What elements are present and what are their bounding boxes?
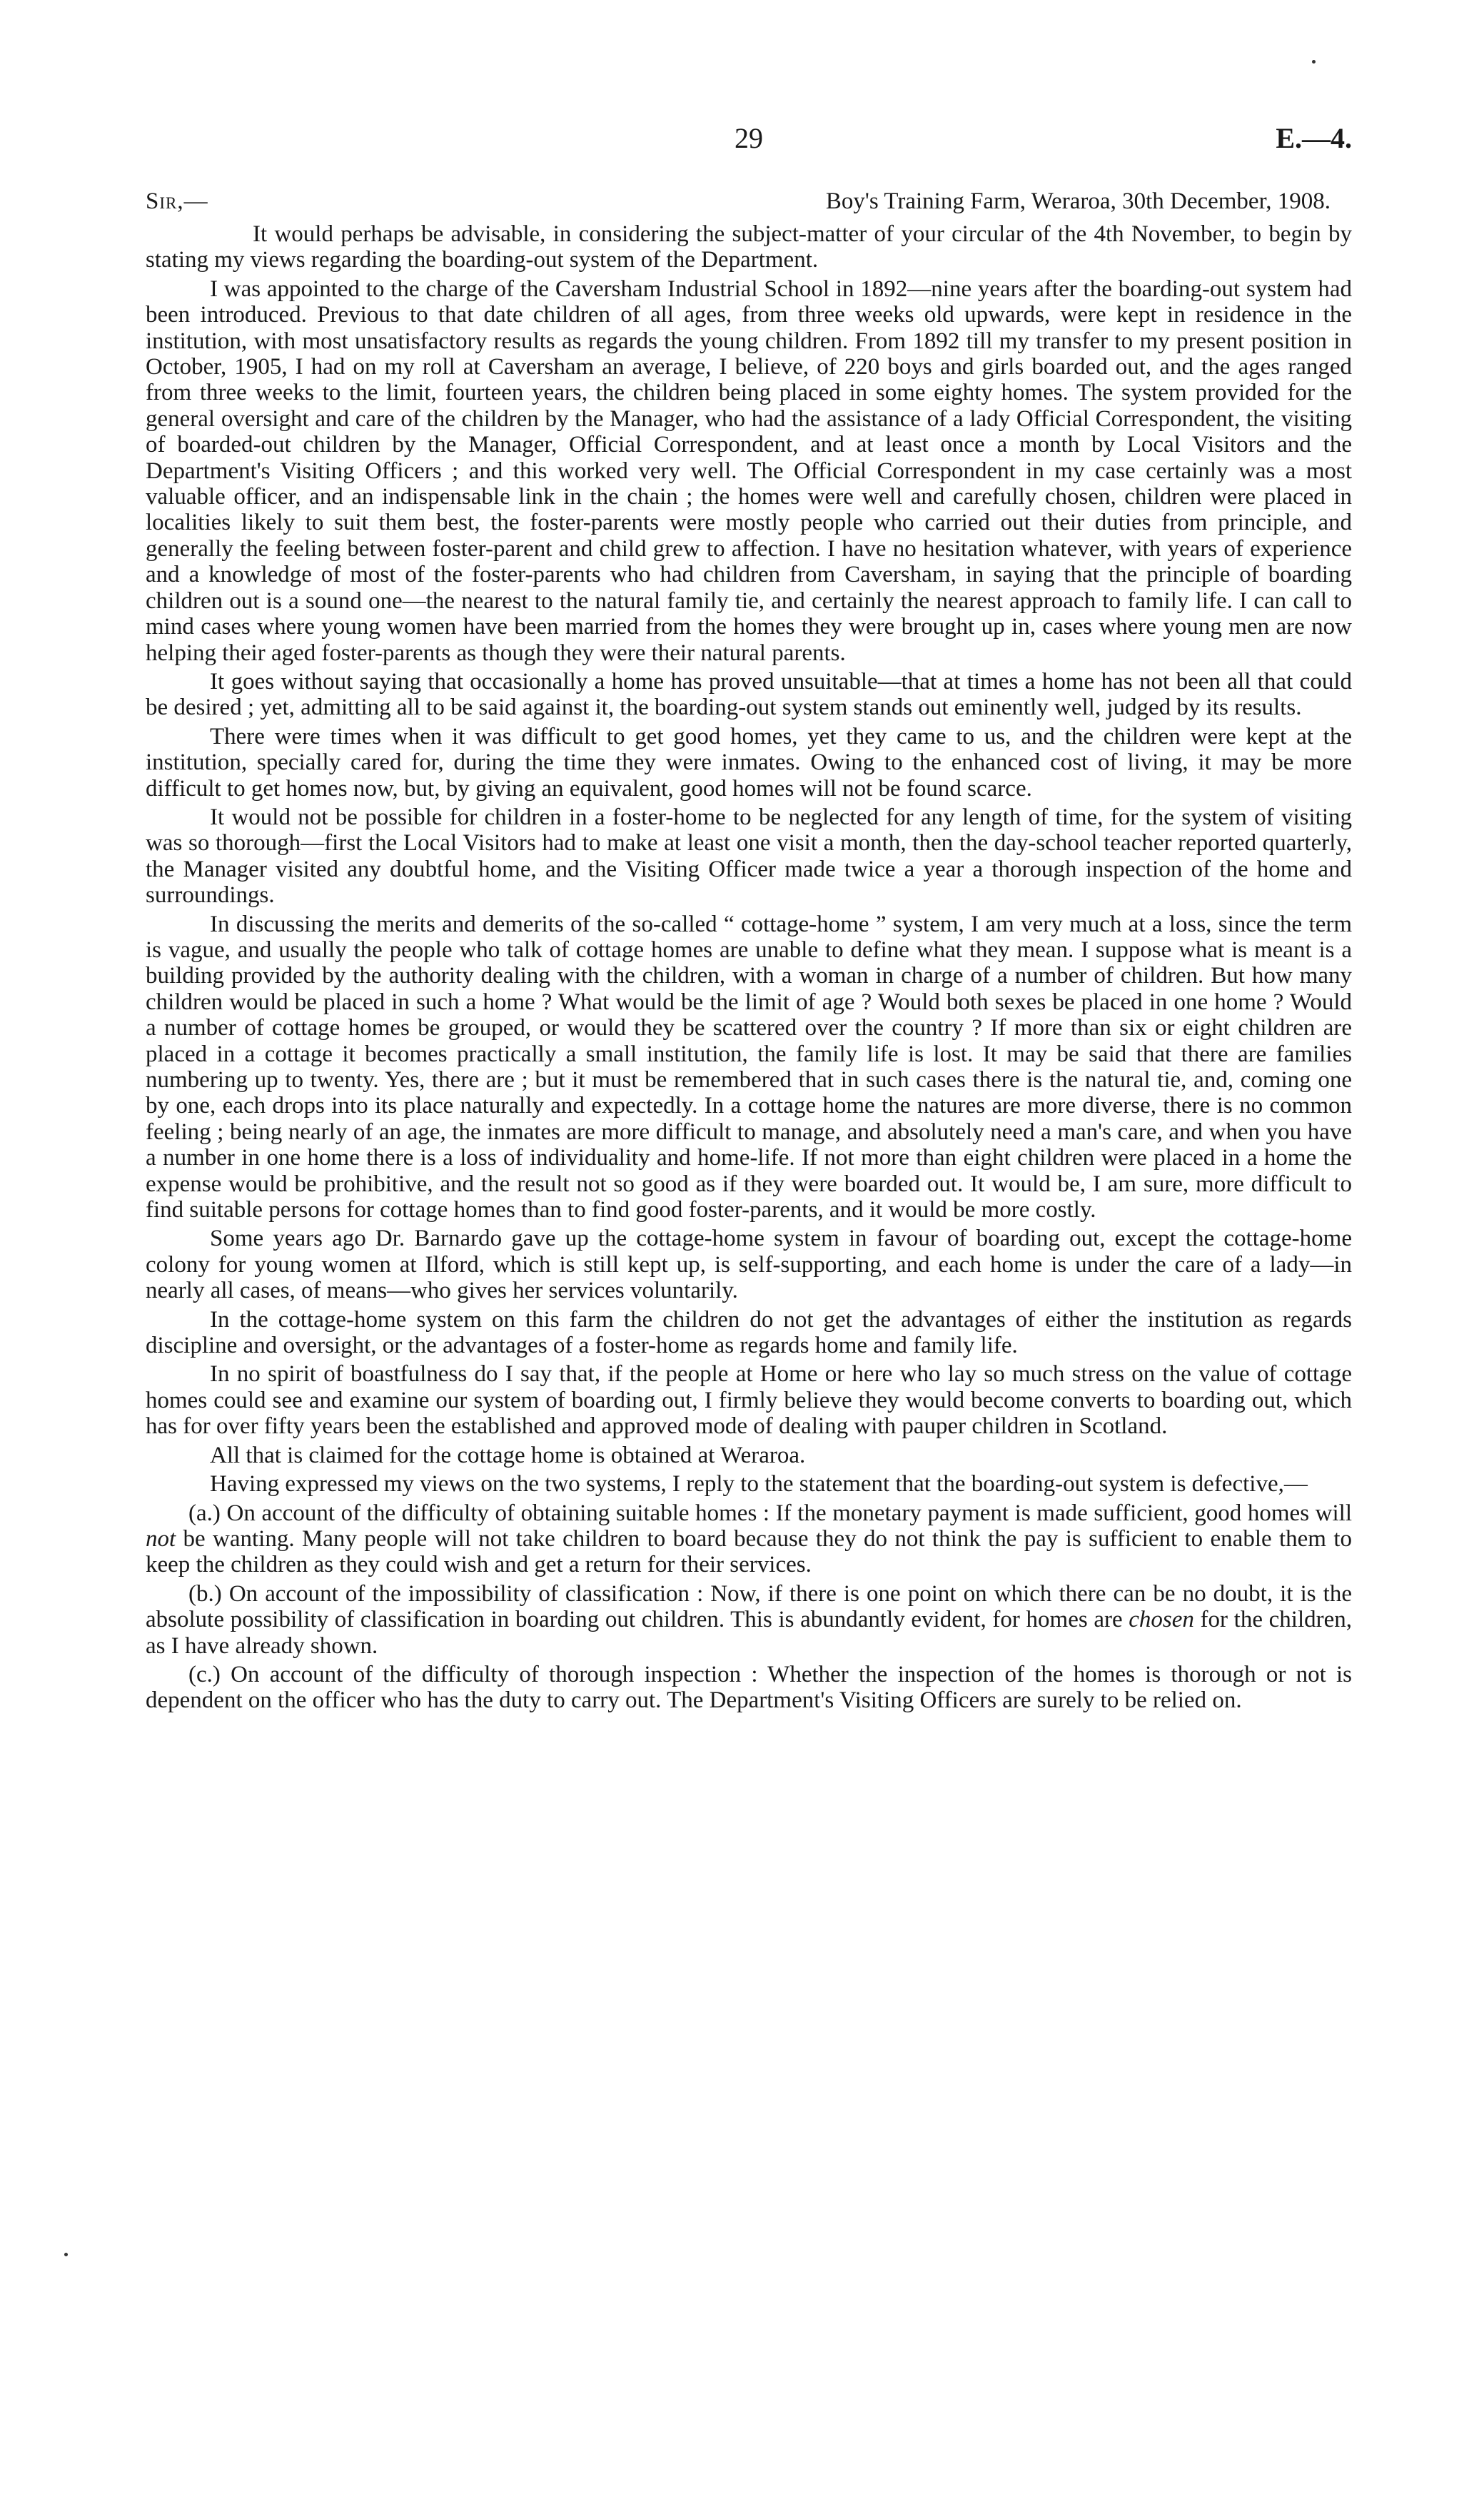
salutation: Sir,—: [146, 188, 208, 214]
list-marker: (b.): [188, 1580, 222, 1607]
paragraph: It would not be possible for children in a foster-home to be neglected for any length of time, for the system of visiting was so thorough—first the Local Visitors had to make at least one visit a month, then the day-school teacher reported quarterly, the Manager visited any doubtful home, and the Visiting Officer made twice a year a thorough inspection of the home and surroundings.: [146, 804, 1352, 909]
letter-body: [146, 221, 1352, 1714]
paragraph: It would perhaps be advisable, in considering the subject-matter of your circular of the 4th November, to begin by stating my views regarding the boarding-out system of the Department.: [146, 221, 1352, 273]
page-header: [146, 121, 1352, 178]
document-code: E.—4.: [1276, 122, 1352, 154]
margin-speck: [1312, 60, 1316, 64]
paragraph: There were times when it was difficult to get good homes, yet they came to us, and the children were kept at the institution, specially cared for, during the time they were inmates. Owing to the enhanced cost of living, it may be more difficult to get homes now, but, by giving an equivalent, good homes will not be found scarce.: [146, 723, 1352, 802]
list-text: On account of the difficulty of obtaining suitable homes : If the monetary payment is made sufficient, good homes will: [220, 1500, 1352, 1526]
margin-speck: [64, 2253, 68, 2256]
paragraph: I was appointed to the charge of the Caversham Industrial School in 1892—nine years after the boarding-out system had been introduced. Previous to that date children of all ages, from three weeks old upwards, were kept in residence in the institution, with most unsatisfactory results as regards the young children. From 1892 till my transfer to my present position in October, 1905, I had on my roll at Caversham an average, I believe, of 220 boys and girls boarded out, and the ages ranged from three weeks to the limit, fourteen years, the children being placed in some eighty homes. The system provided for the general oversight and care of the children by the Manager, who had the assistance of a lady Official Correspondent, the visiting of boarded-out children by the Manager, Official Correspondent, and at least once a month by Local Visitors and the Department's Visiting Officers ; and this worked very well. The Official Correspondent in my case certainly was a most valuable officer, and an indispensable link in the chain ; the homes were well and carefully chosen, children were placed in localities likely to suit them best, the foster-parents were mostly people who carried out their duties from principle, and generally the feeling between foster-parent and child grew to affection. I have no hesitation whatever, with years of experience and a knowledge of most of the foster-parents who had children from Caversham, in saying that the principle of boarding children out is a sound one—the nearest to the natural family tie, and certainly the nearest approach to family life. I can call to mind cases where young women have been married from the homes they were brought up in, cases where young men are now helping their aged foster-parents as though they were their natural parents.: [146, 276, 1352, 666]
emphasized-word: chosen: [1129, 1607, 1194, 1633]
paragraph: In the cottage-home system on this farm the children do not get the advantages of either the institution as regards discipline and oversight, or the advantages of a foster-home as regards home and family life.: [146, 1306, 1352, 1359]
paragraph: Some years ago Dr. Barnardo gave up the cottage-home system in favour of boarding out, except the cottage-home colony for young women at Ilford, which is still kept up, is self-supporting, and each home is under the care of a lady—in nearly all cases, of means—who gives her services voluntarily.: [146, 1226, 1352, 1304]
list-item-b: [146, 1581, 1352, 1659]
list-item-c: [146, 1662, 1352, 1714]
paragraph: Having expressed my views on the two systems, I reply to the statement that the boarding-out system is defective,—: [210, 1471, 1308, 1498]
letter-heading: [146, 188, 1352, 221]
list-marker: (a.): [188, 1500, 221, 1526]
document-page: [146, 121, 1352, 1717]
paragraph: In discussing the merits and demerits of the so-called “ cottage-home ” system, I am very much at a loss, since the term is vague, and usually the people who talk of cottage homes are unable to define what they mean. I suppose what is meant is a building provided by the authority dealing with the children, with a woman in charge of a number of children. But how many children would be placed in such a home ? What would be the limit of age ? Would both sexes be placed in one home ? Would a number of cottage homes be grouped, or would they be scattered over the country ? If more than six or eight children are placed in a cottage it becomes practically a small institution, the family life is lost. It may be said that there are families numbering up to twenty. Yes, there are ; but it must be remembered that in such cases there is the natural tie, and, coming one by one, each drops into its place naturally and expectedly. In a cottage home the natures are more diverse, there is no common feeling ; being nearly of an age, the inmates are more difficult to manage, and absolutely need a man's care, and when you have a number in one home there is a loss of individuality and home-life. If not more than eight children were placed in a home the expense would be prohibitive, and the result not so good as if they were boarded out. It would be, I am sure, more difficult to find suitable persons for cottage homes than to find good foster-parents, and it would be more costly.: [146, 911, 1352, 1223]
dateline: Boy's Training Farm, Weraroa, 30th December, 1908.: [825, 188, 1331, 214]
page-number: 29: [735, 122, 763, 154]
list-marker: (c.): [188, 1661, 221, 1687]
paragraph: All that is claimed for the cottage home is obtained at Weraroa.: [210, 1442, 806, 1468]
emphasized-word: not: [146, 1525, 176, 1552]
paragraph: It goes without saying that occasionally a home has proved unsuitable—that at times a home has not been all that could be desired ; yet, admitting all to be said against it, the boarding-out system stands out eminently well, judged by its results.: [146, 668, 1352, 721]
list-text: be wanting. Many people will not take children to board because they do not think the pay is sufficient to enable them to keep the children as they could wish and get a return for their services.: [146, 1525, 1352, 1578]
list-text: for the children, as I have already shown.: [146, 1607, 1352, 1659]
list-text: On account of the difficulty of thorough inspection : Whether the inspection of the homes is thorough or not is dependent on the officer who has the duty to carry out. The Department's Visiting Officers are surely to be relied on.: [146, 1661, 1352, 1714]
list-item-a: [146, 1500, 1352, 1578]
list-text: On account of the impossibility of classification : Now, if there is one point on which there can be no doubt, it is the absolute possibility of classification in boarding out children. This is abundantly evident, for homes are: [146, 1580, 1352, 1633]
paragraph: In no spirit of boastfulness do I say that, if the people at Home or here who lay so much stress on the value of cottage homes could see and examine our system of boarding out, I firmly believe they would become converts to boarding out, which has for over fifty years been the established and approved mode of dealing with pauper children in Scotland.: [146, 1361, 1352, 1440]
